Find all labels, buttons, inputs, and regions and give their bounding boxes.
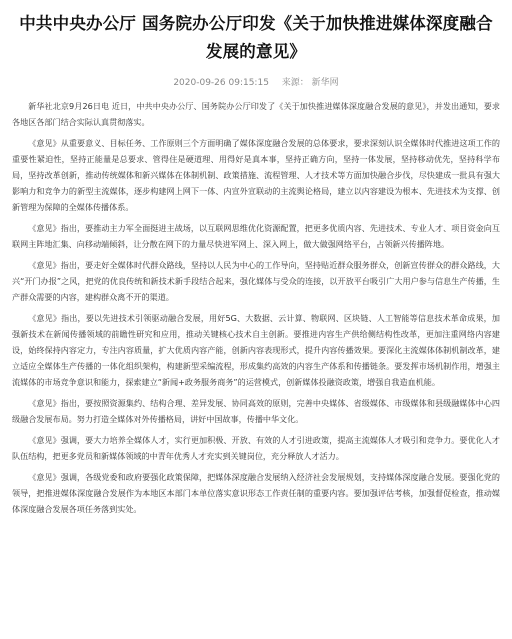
article-paragraph: 《意见》指出，要按照资源集约、结构合理、差异发展、协同高效的原则，完善中央媒体、省级媒体、市级媒体和县级融媒体中心四级融合发展布局。努力打造全媒体对外传播格局，讲好中国故事，传播中华文化。: [12, 398, 500, 424]
article-paragraph: 《意见》指出，要推动主力军全面挺进主战场，以互联网思维优化资源配置，把更多优质内容、先进技术、专业人才、项目资金向互联网主阵地汇集、向移动端倾斜，让分散在网下的力量尽快进军网上、深入网上，做大做强网络平台，占领新兴传播阵地。: [12, 223, 500, 249]
article-paragraph: 《意见》强调，各级党委和政府要强化政策保障，把媒体深度融合发展纳入经济社会发展规划，支持媒体深度融合发展。要强化党的领导，把推进媒体深度融合发展作为本地区本部门本单位落实意识形态工作责任制的重要内容。要加强评估考核，加强督促检查，推动媒体深度融合发展各项任务落到实处。: [12, 472, 500, 514]
publish-date: 2020-09-26 09:15:15: [173, 78, 269, 88]
article-paragraph: 《意见》指出，要走好全媒体时代群众路线，坚持以人民为中心的工作导向，坚持贴近群众服务群众，创新宣传群众的群众路线，大兴“开门办报”之风，把党的优良传统和新技术新手段结合起来，强化媒体与受众的连接，以开放平台吸引广大用户参与信息生产传播，生产群众需要的内容，建构群众离不开的渠道。: [12, 260, 500, 302]
article-meta: [0, 74, 512, 92]
article-source: 来源： 新华网: [281, 78, 339, 88]
article-paragraph: 《意见》指出，要以先进技术引领驱动融合发展，用好5G、大数据、云计算、物联网、区块链、人工智能等信息技术革命成果，加强新技术在新闻传播领域的前瞻性研究和应用，推动关键核心技术自主创新。要推进内容生产供给侧结构性改革，更加注重网络内容建设，始终保持内容定力，专注内容质量，扩大优质内容产能，创新内容表现形式，提升内容传播效果。要深化主流媒体体制机制改革，建立适应全媒体生产传播的一体化组织架构，构建新型采编流程，形成集约高效的内容生产体系和传播链条。要发挥市场机制作用，增强主流媒体的市场竞争意识和能力，探索建立“新闻+政务服务商务”的运营模式，创新媒体投融资政策，增强自我造血机能。: [12, 313, 500, 387]
article-paragraph: 《意见》强调，要大力培养全媒体人才，实行更加积极、开放、有效的人才引进政策，提高主流媒体人才吸引和竞争力。要优化人才队伍结构，把更多党员和新媒体领域的中青年优秀人才充实到关键岗位，充分释放人才活力。: [12, 435, 500, 461]
article-body: [0, 92, 512, 517]
article-paragraph: 新华社北京9月26日电 近日，中共中央办公厅、国务院办公厅印发了《关于加快推进媒体深度融合发展的意见》，并发出通知，要求各地区各部门结合实际认真贯彻落实。: [12, 101, 500, 127]
article-title: 中共中央办公厅 国务院办公厅印发《关于加快推进媒体深度融合发展的意见》: [19, 14, 493, 61]
article-paragraph: 《意见》从重要意义、目标任务、工作原则三个方面明确了媒体深度融合发展的总体要求，要求深刻认识全媒体时代推进这项工作的重要性紧迫性，坚持正能量是总要求、管得住是硬道理、用得好是真本事，坚持正确方向，坚持一体发展，坚持移动优先，坚持科学布局，坚持改革创新，推动传统媒体和新兴媒体在体制机制、政策措施、流程管理、人才技术等方面加快融合步伐，尽快建成一批具有强大影响力和竞争力的新型主流媒体，逐步构建网上网下一体、内宣外宣联动的主流舆论格局，建立以内容建设为根本、先进技术为支撑、创新管理为保障的全媒体传播体系。: [12, 138, 500, 212]
